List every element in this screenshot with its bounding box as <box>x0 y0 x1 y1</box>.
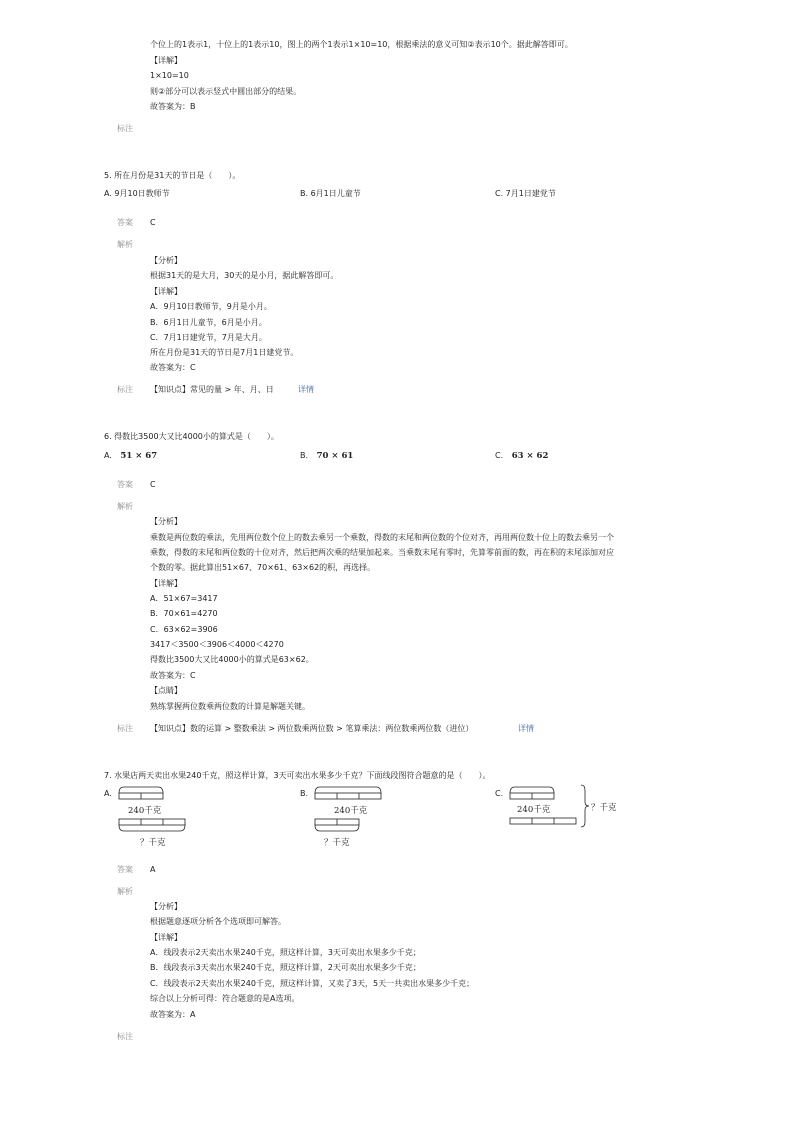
q6-analysis-line: B．70×61=4270 <box>150 609 218 618</box>
q7-analysis-line: B．线段表示3天卖出水果240千克，照这样计算，2天可卖出水果多少千克； <box>150 963 421 972</box>
top-brace <box>315 787 381 793</box>
q6-analysis-line: 【点睛】 <box>150 686 182 695</box>
intro-line-1: 个位上的1表示1，十位上的1表示10，图上的两个1表示1×10=10，根据乘法的意义可知②表示10个。据此解答即可。 <box>150 40 573 49</box>
q7-answer: A <box>150 865 156 874</box>
q6-analysis-line: C．63×62=3906 <box>150 625 218 634</box>
top-brace <box>510 787 554 793</box>
q7-option-b-letter[interactable]: B. <box>300 789 309 798</box>
bottom-brace <box>315 825 359 831</box>
q6-analysis-label: 解析 <box>117 502 133 511</box>
q7-analysis-line: 根据题意逐项分析各个选项即可解答。 <box>150 917 286 926</box>
bottom-brace <box>119 825 185 831</box>
q7-analysis-line: 【详解】 <box>150 933 182 942</box>
q7-note-label: 标注 <box>117 1032 133 1041</box>
q7-analysis-label: 解析 <box>117 887 133 896</box>
intro-note-label: 标注 <box>117 124 133 133</box>
q6-analysis-line: 乘数，得数的末尾和两位数的十位对齐，然后把两次乘的结果加起来。当乘数末尾有零时，先算零前面的数，再在积的末尾添加对应 <box>150 548 614 557</box>
q5-analysis-line: 【分析】 <box>150 256 182 265</box>
q5-analysis-line: A．9月10日教师节，9月是小月。 <box>150 302 272 311</box>
q5-details-link[interactable]: 详情 <box>298 385 314 394</box>
q6-option-c-letter: C. <box>495 451 504 460</box>
q5-analysis-line: 所在月份是31天的节日是7月1日建党节。 <box>150 348 299 357</box>
side-brace <box>581 785 589 827</box>
q5-analysis-label: 解析 <box>117 240 133 249</box>
q6-analysis-line: 3417＜3500＜3906＜4000＜4270 <box>150 640 284 649</box>
intro-line-3: 则②部分可以表示竖式中圆出部分的结果。 <box>150 87 302 96</box>
q7-a-bottom-label: ？千克 <box>140 838 166 848</box>
q7-option-c-diagram[interactable] <box>503 781 633 831</box>
q6-analysis-line: 【分析】 <box>150 517 182 526</box>
q5-stem: 5. 所在月份是31天的节日是（ ）。 <box>104 171 241 180</box>
q5-analysis-line: C．7月1日建党节，7月是大月。 <box>150 333 267 342</box>
q6-option-c-expr: 63 × 62 <box>511 451 549 461</box>
q5-option-b[interactable]: B. 6月1日儿童节 <box>300 189 361 198</box>
q7-answer-label: 答案 <box>117 865 133 874</box>
q7-analysis-line: A．线段表示2天卖出水果240千克，照这样计算，3天可卖出水果多少千克； <box>150 948 421 957</box>
q5-option-a[interactable]: A. 9月10日教师节 <box>104 189 170 198</box>
q7-stem: 7. 水果店两天卖出水果240千克，照这样计算，3天可卖出水果多少千克？下面线段图符合题意的是（ ）。 <box>104 771 491 780</box>
top-brace <box>119 787 163 793</box>
q6-option-a-letter: A. <box>104 451 112 460</box>
intro-answer: 故答案为：B <box>150 102 196 111</box>
q6-answer-label: 答案 <box>117 480 133 489</box>
top-segment <box>315 793 381 799</box>
q6-option-b[interactable] <box>300 451 353 461</box>
q5-analysis-line: B．6月1日儿童节，6月是小月。 <box>150 318 267 327</box>
q6-details-link[interactable]: 详情 <box>518 724 534 733</box>
q6-option-a[interactable] <box>104 451 157 461</box>
bottom-segment <box>510 818 576 824</box>
q6-stem: 6. 得数比3500大又比4000小的算式是（ ）。 <box>104 432 279 441</box>
q6-option-b-expr: 70 × 61 <box>316 451 354 461</box>
q6-knowledge-point: 【知识点】数的运算 > 整数乘法 > 两位数乘两位数 > 笔算乘法：两位数乘两位数（进位） <box>150 724 474 733</box>
q7-option-a-diagram[interactable] <box>112 783 194 851</box>
q7-a-top-label: 240千克 <box>128 806 162 816</box>
q7-analysis-line: C．线段表示2天卖出水果240千克，照这样计算，又卖了3天，5天一共卖出水果多少千克； <box>150 979 475 988</box>
q6-option-b-letter: B. <box>300 451 309 460</box>
q7-b-top-label: 240千克 <box>334 806 368 816</box>
q6-answer: C <box>150 480 156 489</box>
intro-detail-label: 【详解】 <box>150 56 182 65</box>
bottom-segment <box>119 819 185 825</box>
q6-option-a-expr: 51 × 67 <box>120 451 158 461</box>
q6-analysis-line: 熟练掌握两位数乘两位数的计算是解题关键。 <box>150 702 310 711</box>
q6-analysis-line: 【详解】 <box>150 579 182 588</box>
q7-analysis-line: 故答案为：A <box>150 1010 196 1019</box>
q6-analysis-line: A．51×67=3417 <box>150 594 218 603</box>
q6-option-c[interactable] <box>495 451 548 461</box>
q5-answer: C <box>150 218 156 227</box>
q5-analysis-line: 【详解】 <box>150 287 182 296</box>
q7-analysis-line: 综合以上分析可得：符合题意的是A选项。 <box>150 994 300 1003</box>
q7-option-b-diagram[interactable] <box>308 783 390 851</box>
q6-analysis-line: 故答案为：C <box>150 671 196 680</box>
q7-option-a-letter[interactable]: A. <box>104 789 112 798</box>
q6-note-label: 标注 <box>117 724 133 733</box>
q7-b-bottom-label: ？千克 <box>324 838 350 848</box>
q6-analysis-line: 得数比3500大又比4000小的算式是63×62。 <box>150 655 314 664</box>
q5-knowledge-point: 【知识点】常见的量 > 年、月、日 <box>150 385 274 394</box>
q5-option-c[interactable]: C. 7月1日建党节 <box>495 189 556 198</box>
q6-analysis-line: 乘数是两位数的乘法，先用两位数个位上的数去乘另一个乘数，得数的末尾和两位数的个位对齐，再用两位数十位上的数去乘另一个 <box>150 533 614 542</box>
q7-c-side-label: ？千克 <box>591 803 617 813</box>
q5-answer-label: 答案 <box>117 218 133 227</box>
q7-analysis-line: 【分析】 <box>150 902 182 911</box>
q7-option-c-letter[interactable]: C. <box>495 789 504 798</box>
q5-analysis-line: 根据31天的是大月，30天的是小月，据此解答即可。 <box>150 271 339 280</box>
q7-c-top-label: 240千克 <box>517 805 551 815</box>
q6-analysis-line: 个数的零。据此算出51×67、70×61、63×62的积，再选择。 <box>150 563 376 572</box>
q5-analysis-line: 故答案为：C <box>150 363 196 372</box>
intro-line-2: 1×10=10 <box>150 71 189 80</box>
q5-note-label: 标注 <box>117 385 133 394</box>
